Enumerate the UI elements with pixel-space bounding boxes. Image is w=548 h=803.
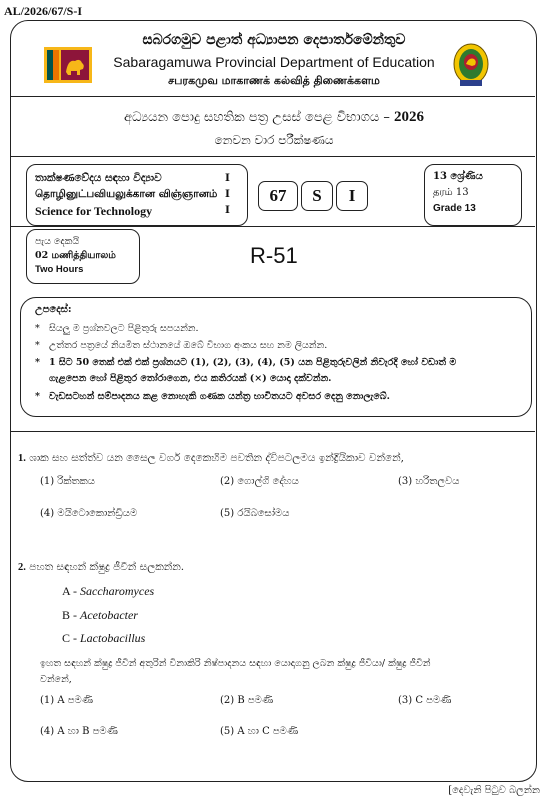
organism-label: B - [62, 608, 80, 622]
subject-numeral: I [225, 204, 230, 216]
instruction-text: උත්තර පත්‍රයේ නියමිත ස්ථානයේ ඔබේ විභාග අංකය සහ නම ලියන්න. [49, 340, 328, 351]
time-english: Two Hours [35, 264, 84, 275]
header-sinhala: සබරගමුව පළාත් අධ්‍යාපන දෙපාර්තමේන්තුව [142, 32, 406, 48]
subject-sinhala: තාක්ෂණවේදය සඳහා විද්‍යාව [35, 172, 162, 184]
q2-option-3[interactable]: (3) C පමණි [398, 695, 452, 706]
grade-sinhala: 13 ශ්‍රේණිය [433, 171, 483, 182]
header-english: Sabaragamuwa Provincial Department of Education [113, 54, 435, 70]
instruction-item [35, 340, 327, 351]
q1-option-2[interactable]: (2) ගොල්ගි දේහය [220, 476, 299, 487]
exam-title [0, 109, 548, 126]
subject-box [26, 164, 248, 226]
instructions-title: උපදෙස්: [35, 304, 72, 315]
question-text: පහත සඳහන් ක්ෂුද්‍ර ජීවීන් සලකන්න. [29, 561, 185, 573]
next-page-note: [දෙවැනි පිටුව බලන්න [448, 785, 540, 796]
bullet: * [35, 323, 40, 334]
subject-divider [10, 226, 535, 227]
subject-numeral: I [225, 188, 230, 200]
time-tamil: 02 மணித்தியாலம் [35, 250, 116, 261]
instruction-text: සියලු ම ප්‍රශ්නවලට පිළිතුරු සපයන්න. [49, 323, 199, 334]
instruction-text: 1 සිට 50 තෙක් එක් එක් ප්‍රශ්නයට (1), (2), (3), (4), (5) යන පිළිතුරුවලින් නිවැරදි හෝ වඩාත් ම [49, 357, 457, 368]
instruction-item [35, 323, 199, 334]
instruction-text: වැඩසටහන් සම්පාදනය කළ නොහැකි ගණක යන්ත්‍ර භාවිතයට අවසර දෙනු නොලැබේ. [49, 391, 390, 402]
question-text: ශාක සහ සත්ත්ව යන සෛල වර්ග දෙකෙහිම පවතින ද්විපටලමය ඉන්ද්‍රියිකාව වන්නේ, [29, 452, 404, 464]
grade-tamil: தரம் 13 [433, 187, 469, 198]
organism-label: C - [62, 631, 80, 645]
reference-code: R-51 [250, 243, 298, 268]
exam-year: 2026 [394, 109, 424, 125]
organism-name: Lactobacillus [80, 631, 146, 645]
grade-english: Grade 13 [433, 203, 476, 214]
subject-numeral: I [225, 172, 230, 184]
question-number: 1. [18, 453, 26, 464]
organism-a [62, 584, 154, 599]
organism-name: Acetobacter [80, 608, 138, 622]
instruction-item [35, 391, 390, 402]
subject-english: Science for Technology [35, 204, 153, 218]
question-2-continuation-end: වන්නේ, [40, 674, 72, 685]
organism-name: Saccharomyces [80, 584, 155, 598]
exam-title-text: අධ්‍යයන පොදු සහතික පත්‍ර උසස් පෙළ විභාගය – [124, 110, 394, 125]
q2-option-2[interactable]: (2) B පමණි [220, 695, 274, 706]
organism-label: A - [62, 584, 80, 598]
instructions-box [20, 297, 532, 417]
organism-c [62, 631, 145, 646]
subject-code-box: 67 [258, 181, 298, 211]
paper-code: AL/2026/67/S-I [4, 4, 83, 18]
question-number: 2. [18, 562, 26, 573]
time-box [26, 229, 140, 284]
instructions-divider [10, 431, 535, 432]
instruction-continuation: ගැළපෙන හෝ පිළිතුර තෝරාගෙන, එය කතිරයක් (×) යොදා දක්වන්න. [49, 373, 332, 384]
question-1 [18, 452, 404, 465]
question-2 [18, 561, 184, 574]
organism-b [62, 608, 138, 623]
q1-option-1[interactable]: (1) රික්තකය [40, 476, 95, 487]
q1-option-3[interactable]: (3) හරිතලවය [398, 476, 460, 487]
bullet: * [35, 357, 40, 368]
title-divider [10, 156, 535, 157]
question-2-continuation: ඉහත සඳහන් ක්ෂුද්‍ර ජීවීන් අතුරින් විනාකිරි නිෂ්පාදනය සඳහා යොදාගනු ලබන ක්ෂුද්‍ර ජීවියා/ ක්ෂුද්‍ර ජීවීන් [40, 658, 431, 669]
exam-subtitle: නෙවන වාර පරීක්ෂණය [214, 133, 334, 147]
stream-code-box: S [301, 181, 333, 211]
paper-code-box: I [336, 181, 368, 211]
subject-tamil: தொழினுட்பவியலுக்கான விஞ்ஞானம் [35, 188, 218, 200]
header-tamil: சபரகமுவ மாகாணக் கல்வித் திணைக்களம [168, 74, 380, 87]
time-sinhala: පැය දෙකයි [35, 236, 80, 247]
grade-box [424, 164, 522, 226]
bullet: * [35, 391, 40, 402]
q1-option-4[interactable]: (4) මයිටොකොන්ඩ්‍රියම [40, 508, 138, 519]
q2-option-1[interactable]: (1) A පමණි [40, 695, 93, 706]
bullet: * [35, 340, 40, 351]
q2-option-5[interactable]: (5) A හා C පමණි [220, 726, 299, 737]
q1-option-5[interactable]: (5) රයිබසෝමය [220, 508, 290, 519]
instruction-item [35, 357, 456, 368]
header-divider [10, 96, 535, 97]
q2-option-4[interactable]: (4) A හා B පමණි [40, 726, 118, 737]
